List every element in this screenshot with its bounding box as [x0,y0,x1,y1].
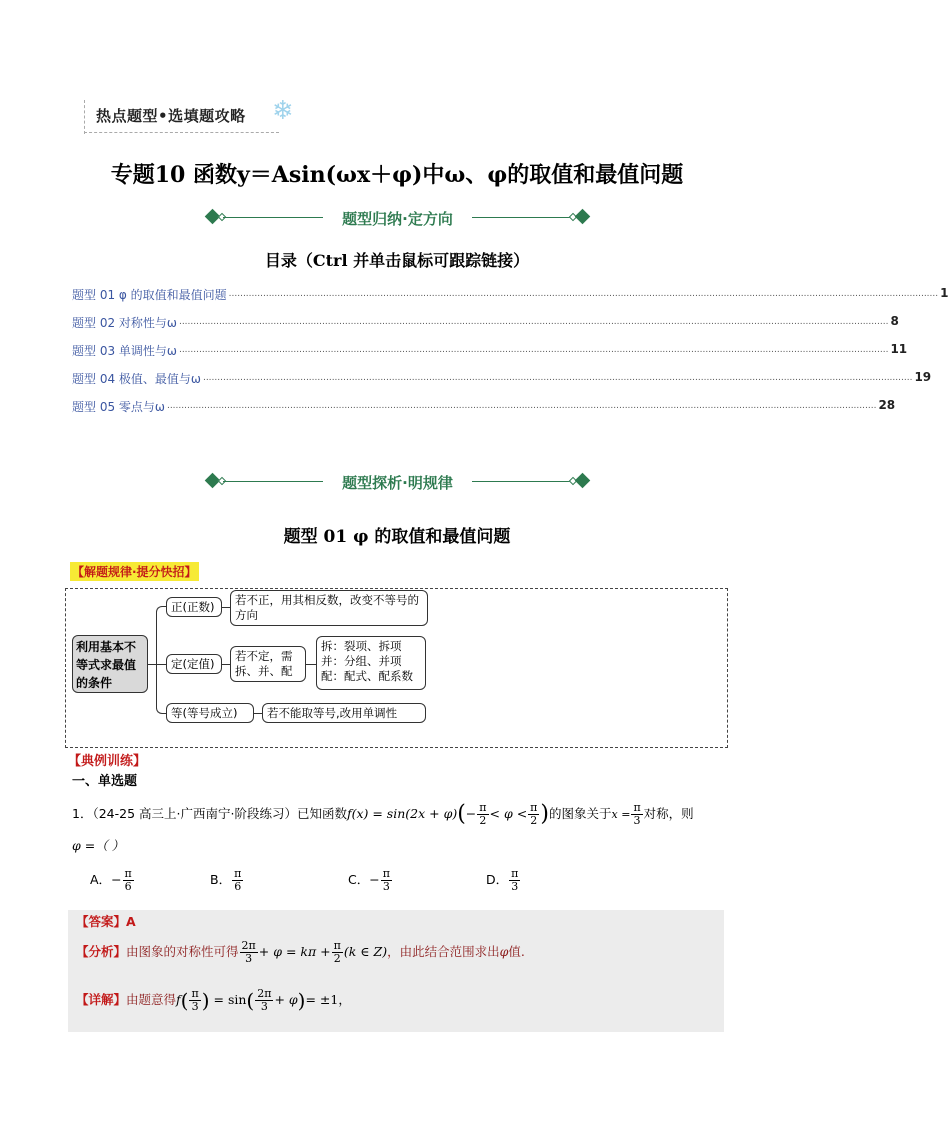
fraction: $\frac{\pi}{3}$ [511,867,519,893]
range-sign: − [465,806,477,821]
mindmap-connector [222,607,230,608]
answer-panel [68,910,724,1032]
question-suffix2: 对称，则 [643,806,694,821]
option-b[interactable]: B． $\frac{\pi}{6}$ [210,867,242,893]
toc-item-label[interactable]: 题型 02 对称性与ω [72,316,177,330]
mindmap-connector [254,713,262,714]
header-dashed-horizontal [84,132,279,133]
option-c[interactable]: C．− $\frac{\pi}{3}$ [348,867,390,893]
mindmap-branch-positive: 正(正数) [166,597,222,617]
mindmap-branch-equality: 等(等号成立) [166,703,254,723]
mindmap-leaf-positive: 若不正，用其相反数，改变不等号的方向 [230,590,428,626]
mindmap-connector [306,664,316,665]
fraction: $\frac{\pi}{3}$ [191,987,199,1013]
mindmap-leaf-fixed: 若不定，需拆、并、配 [230,646,306,682]
toc-leader-dots: ........................................................................................................................................................................................................................................................ [178,345,889,355]
banner-text: 题型归纳·定方向 [342,210,453,228]
fraction: $\frac{2\pi}{3}$ [257,987,272,1013]
symmetry-axis: x = [611,808,631,821]
header-tag [80,100,290,134]
banner-line-right [472,481,572,482]
fraction: $\frac{\pi}{3}$ [633,801,641,827]
question-prefix: 1．（24-25 高三上·广西南宁·阶段练习）已知函数 [72,806,347,821]
fraction: $\frac{\pi}{6}$ [124,867,132,893]
method-item: 并：分组、并项 [321,654,402,668]
toc-item-page[interactable]: 19 [914,370,932,384]
mindmap-connector [156,606,166,714]
mindmap-leaf-methods [316,636,426,690]
mindmap-connector [156,664,166,665]
question-function: f(x) = sin(2x + φ) [346,806,458,821]
detail-line: 【详解】由题意得f( $\frac{\pi}{3}$ ) = sin( $\frac{2\pi}{3}$ + φ)= ±1， [76,987,351,1013]
toc-item-label[interactable]: 题型 05 零点与ω [72,400,165,414]
section-banner-summary [205,208,590,228]
example-label: 【典例训练】 [68,754,147,769]
toc-item[interactable] [72,370,932,398]
section-banner-analysis [205,472,590,492]
toc-item-label[interactable]: 题型 04 极值、最值与ω [72,372,201,386]
mindmap-root: 利用基本不等式求最值的条件 [72,635,148,693]
question-stem: 1．（24-25 高三上·广西南宁·阶段练习）已知函数f(x) = sin(2x + φ)(− $\frac{\pi}{2}$ < φ < $\frac{\pi}{2}$ )的图象关于x = $\frac{\pi}{3}$ 对称，则 [72,801,694,827]
page-title: 专题10 函数y＝Asin(ωx＋φ)中ω、φ的取值和最值问题 [110,162,684,188]
toc-item-page[interactable]: 1 [940,286,949,300]
section-title: 题型 01 φ 的取值和最值问题 [283,527,511,547]
method-item: 拆：裂项、拆项 [321,639,402,653]
option-d[interactable]: D． $\frac{\pi}{3}$ [486,867,519,893]
mindmap-connector [222,664,230,665]
toc-item-page[interactable]: 28 [878,398,896,412]
mindmap-connector [148,664,156,665]
fraction: $\frac{\pi}{2}$ [333,939,341,965]
toc-item[interactable] [72,314,899,342]
answer-line: 【答案】A [76,914,136,929]
toc-item[interactable] [72,342,908,370]
toc-item[interactable] [72,286,949,314]
toc-item-label[interactable]: 题型 01 φ 的取值和最值问题 [72,288,227,302]
toc-item-page[interactable]: 8 [890,314,899,328]
question-suffix1: 的图象关于 [549,806,612,821]
range-mid: < φ < [489,806,528,821]
toc-item[interactable] [72,398,896,426]
answer-value: A [126,914,136,929]
toc-item-label[interactable]: 题型 03 单调性与ω [72,344,177,358]
fraction: $\frac{2\pi}{3}$ [241,939,256,965]
toc-leader-dots: ........................................................................................................................................................................................................................................................ [178,317,889,327]
header-tag-text: 热点题型•选填题攻略 [96,107,246,125]
toc-item-page[interactable]: 11 [890,342,908,356]
toc-leader-dots: ........................................................................................................................................................................................................................................................ [228,289,939,299]
method-item: 配：配式、配系数 [321,669,413,683]
analysis-line: 【分析】由图象的对称性可得 $\frac{2\pi}{3}$ + φ = kπ + $\frac{\pi}{2}$ (k ∈ Z)，由此结合范围求出φ值. [76,939,525,965]
question-line2: φ =（ ） [72,838,125,853]
header-dashed-vertical [84,100,85,134]
tip-label: 【解题规律·提分快招】 [70,562,199,581]
fraction: $\frac{\pi}{3}$ [382,867,390,893]
fraction: $\frac{\pi}{2}$ [530,801,538,827]
mindmap-leaf-equality: 若不能取等号,改用单调性 [262,703,426,723]
banner-line-right [472,217,572,218]
toc-title: 目录（Ctrl 并单击鼠标可跟踪链接） [264,251,530,270]
banner-text: 题型探析·明规律 [342,474,453,492]
option-a[interactable]: A．− $\frac{\pi}{6}$ [90,867,132,893]
fraction: $\frac{\pi}{6}$ [234,867,242,893]
question-type: 一、单选题 [72,774,138,789]
snowflake-icon: ❄ [272,96,294,126]
table-of-contents [72,286,949,426]
mindmap-branch-fixed: 定(定值) [166,654,222,674]
toc-leader-dots: ........................................................................................................................................................................................................................................................ [166,401,877,411]
fraction: $\frac{\pi}{2}$ [479,801,487,827]
toc-leader-dots: ........................................................................................................................................................................................................................................................ [202,373,913,383]
